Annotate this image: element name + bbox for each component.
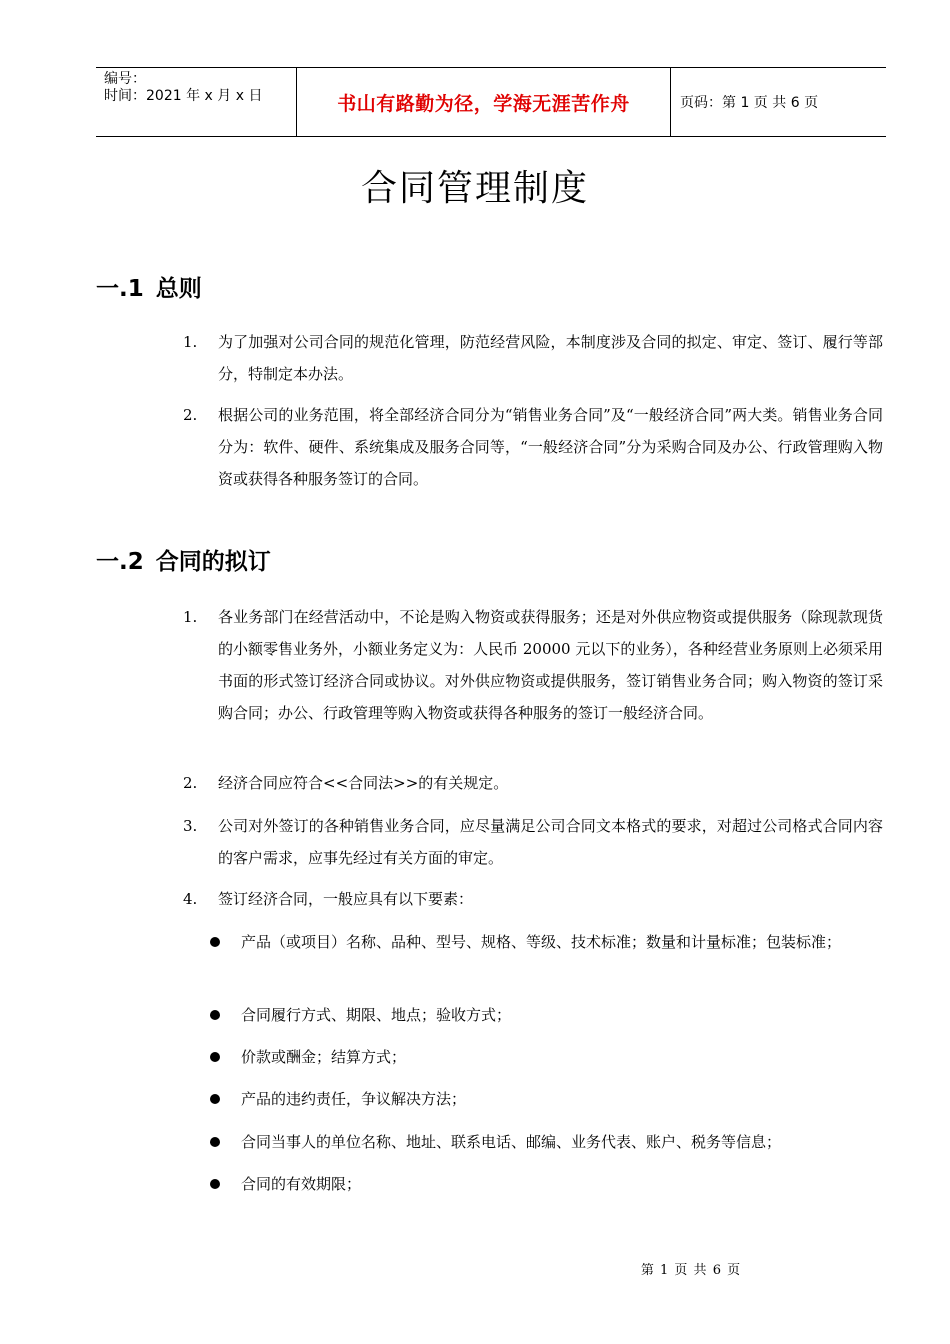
header-left-cell <box>96 68 297 136</box>
section-title: 总则 <box>155 276 202 302</box>
item-text: 签订经济合同，一般应具有以下要素： <box>218 890 474 908</box>
list-item <box>183 601 883 729</box>
item-text: 根据公司的业务范围，将全部经济合同分为“销售业务合同”及“一般经济合同”两大类。销售业务合同分为：软件、硬件、系统集成及服务合同等，“一般经济合同”分为采购合同及办公、行政管理购入物资或获得各种服务签订的合同。 <box>218 406 883 488</box>
bullet-icon <box>210 1052 220 1062</box>
header-motto: 书山有路勤为径，学海无涯苦作舟 <box>297 68 671 136</box>
bullet-text: 产品的违约责任，争议解决方法； <box>241 1090 467 1108</box>
bullet-icon <box>210 1010 220 1020</box>
bullet-text: 产品（或项目）名称、品种、型号、规格、等级、技术标准；数量和计量标准；包装标准； <box>241 933 842 951</box>
item-number: 1. <box>183 333 198 351</box>
bullet-icon <box>210 1179 220 1189</box>
section-title: 合同的拟订 <box>155 549 271 575</box>
section-number: 一.2 <box>96 549 144 575</box>
item-number: 2. <box>183 406 198 424</box>
page-footer <box>0 1259 950 1278</box>
document-title: 合同管理制度 <box>360 168 589 209</box>
section-heading-1 <box>96 270 202 303</box>
item-number: 2. <box>183 774 198 792</box>
bullet-item <box>210 999 882 1031</box>
bullet-icon <box>210 1094 220 1104</box>
item-number: 4. <box>183 890 198 908</box>
bullet-item <box>210 1083 882 1115</box>
bullet-item <box>210 1126 882 1158</box>
bullet-text: 合同的有效期限； <box>241 1175 362 1193</box>
list-item <box>183 767 883 799</box>
item-text: 为了加强对公司合同的规范化管理，防范经营风险，本制度涉及合同的拟定、审定、签订、履行等部分，特制定本办法。 <box>218 333 883 383</box>
bullet-item <box>210 926 882 958</box>
list-item <box>183 883 883 915</box>
header-page-label: 页码：第 1 页 共 6 页 <box>680 95 819 111</box>
item-number: 3. <box>183 817 198 835</box>
item-number: 1. <box>183 608 198 626</box>
list-item <box>183 326 883 390</box>
bullet-text: 合同当事人的单位名称、地址、联系电话、邮编、业务代表、账户、税务等信息； <box>241 1133 782 1151</box>
list-item <box>183 810 883 874</box>
bullet-item <box>210 1041 882 1073</box>
bullet-icon <box>210 1137 220 1147</box>
page-header-table <box>96 67 886 137</box>
doc-code-label: 编号： <box>104 71 146 87</box>
bullet-item <box>210 1168 882 1200</box>
bullet-text: 价款或酬金；结算方式； <box>241 1048 407 1066</box>
section-number: 一.1 <box>96 276 144 302</box>
section-heading-2 <box>96 543 271 576</box>
bullet-text: 合同履行方式、期限、地点；验收方式； <box>241 1006 512 1024</box>
item-text: 经济合同应符合<<合同法>>的有关规定。 <box>218 774 509 792</box>
footer-page-number: 第 1 页 共 6 页 <box>640 1263 742 1278</box>
item-text: 各业务部门在经营活动中，不论是购入物资或获得服务；还是对外供应物资或提供服务（除现款现货的小额零售业务外，小额业务定义为：人民币 20000 元以下的业务），各种经营业务原则上必须采用书面的形式签订经济合同或协议。对外供应物资或提供服务，签订销售业务合同；购入物资的签订采购合同；办公、行政管理等购入物资或获得各种服务的签订一般经济合同。 <box>218 608 883 722</box>
item-text: 公司对外签订的各种销售业务合同，应尽量满足公司合同文本格式的要求，对超过公司格式合同内容的客户需求，应事先经过有关方面的审定。 <box>218 817 883 867</box>
bullet-icon <box>210 937 220 947</box>
list-item <box>183 399 883 495</box>
doc-time-label: 时间：2021 年 x 月 x 日 <box>104 88 263 104</box>
